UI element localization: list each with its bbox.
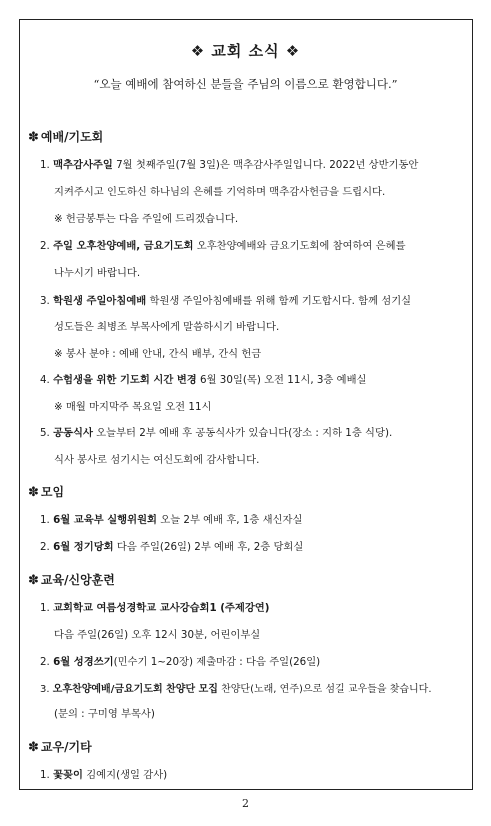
list-item: 지켜주시고 인도하신 하나님의 은혜를 기억하며 맥추감사헌금을 드립시다. [54,186,386,198]
list-item: 1. 맥추감사주일 7월 첫째주일(7월 3일)은 맥추감사주일입니다. 2022년 상반기동안 [40,159,419,171]
list-item: 1. 교회학교 여름성경학교 교사강습회1 (주제강연) [40,602,270,614]
asterisk-icon: ✽ [28,130,39,145]
section-heading-members: ✽ 교우/기타 [28,740,92,755]
asterisk-icon: ✽ [28,740,39,755]
list-item: 2. 6월 정기당회 다음 주일(26일) 2부 예배 후, 2층 당회실 [40,541,304,553]
list-item: 2. 주일 오후찬양예배, 금요기도회 오후찬양예배와 금요기도회에 참여하여 은혜를 [40,240,406,252]
section-heading-worship: ✽ 예배/기도회 [28,130,104,145]
section-heading-meetings: ✽ 모임 [28,485,65,500]
section-heading-education: ✽ 교육/신앙훈련 [28,573,115,588]
list-item: 5. 공동식사 오늘부터 2부 예배 후 공동식사가 있습니다(장소 : 지하 1층 식당). [40,427,393,439]
list-item: 1. 6월 교육부 실행위원회 오늘 2부 예배 후, 1층 새신자실 [40,514,303,526]
asterisk-icon: ✽ [28,573,39,588]
list-item: ※ 봉사 분야 : 예배 안내, 간식 배부, 간식 헌금 [54,348,262,360]
page-number: 2 [242,797,249,810]
list-item: 성도들은 최병조 부목사에게 말씀하시기 바랍니다. [54,321,280,333]
list-item: 4. 수험생을 위한 기도회 시간 변경 6월 30일(목) 오전 11시, 3층 예배실 [40,374,367,386]
list-item: 다음 주일(26일) 오후 12시 30분, 어린이부실 [54,629,261,641]
list-item: (문의 : 구미영 부목사) [54,708,155,720]
list-item: 2. 6월 성경쓰기(민수기 1~20장) 제출마감 : 다음 주일(26일) [40,656,321,668]
list-item: 3. 오후찬양예배/금요기도회 찬양단 모집 찬양단(노래, 연주)으로 섬길 교우들을 찾습니다. [40,684,432,695]
asterisk-icon: ✽ [28,485,39,500]
welcome-message: “오늘 예배에 참여하신 분들을 주님의 이름으로 환영합니다.” [93,77,398,91]
list-item: ※ 매월 마지막주 목요일 오전 11시 [54,401,212,413]
list-item: 3. 학원생 주일아침예배 학원생 주일아침예배를 위해 함께 기도합시다. 함께 섬기실 [40,295,412,307]
list-item: 나누시기 바랍니다. [54,267,141,279]
list-item: ※ 헌금봉투는 다음 주일에 드리겠습니다. [54,213,239,225]
page-title: ❖ 교회 소식 ❖ [190,42,301,60]
list-item: 식사 봉사로 섬기시는 여신도회에 감사합니다. [54,454,260,466]
list-item: 1. 꽃꽂이 김예지(생일 감사) [40,769,168,781]
